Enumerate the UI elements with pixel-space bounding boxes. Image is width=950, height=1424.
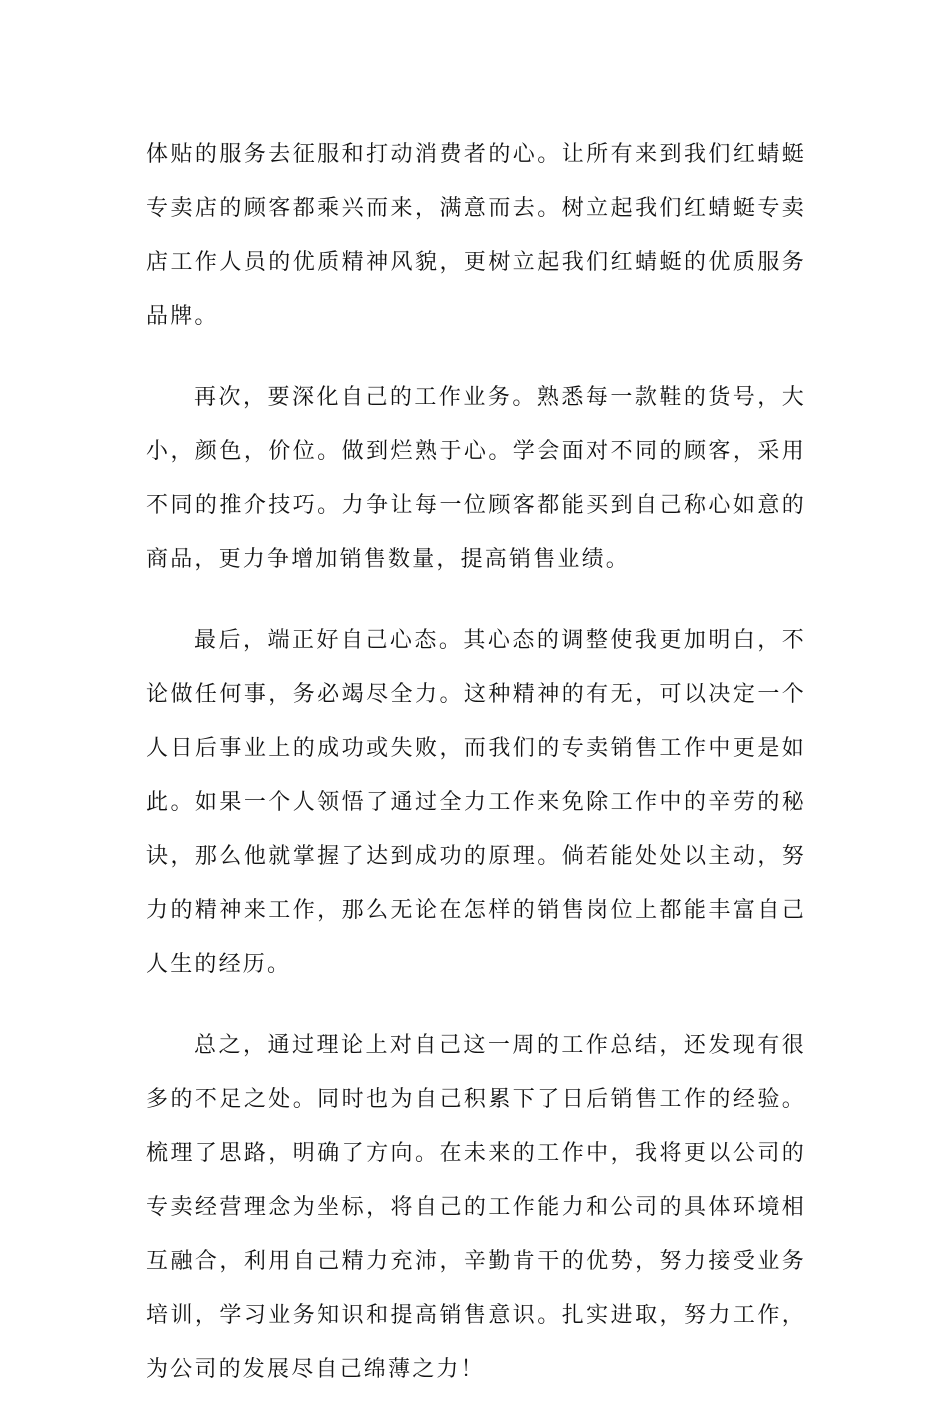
document-body xyxy=(146,128,806,1424)
paragraph-deepen-business: 再次，要深化自己的工作业务。熟悉每一款鞋的货号，大小，颜色，价位。做到烂熟于心。学会面对不同的顾客，采用不同的推介技巧。力争让每一位顾客都能买到自己称心如意的商品，更力争增加销售数量，提高销售业绩。 xyxy=(146,385,806,572)
paragraph-attitude: 最后，端正好自己心态。其心态的调整使我更加明白，不论做任何事，务必竭尽全力。这种精神的有无，可以决定一个人日后事业上的成功或失败，而我们的专卖销售工作中更是如此。如果一个人领悟了通过全力工作来免除工作中的辛劳的秘诀，那么他就掌握了达到成功的原理。倘若能处处以主动，努力的精神来工作，那么无论在怎样的销售岗位上都能丰富自己人生的经历。 xyxy=(146,628,806,977)
paragraph-summary: 总之，通过理论上对自己这一周的工作总结，还发现有很多的不足之处。同时也为自己积累下了日后销售工作的经验。梳理了思路，明确了方向。在未来的工作中，我将更以公司的专卖经营理念为坐标，将自己的工作能力和公司的具体环境相互融合，利用自己精力充沛，辛勤肯干的优势，努力接受业务培训，学习业务知识和提高销售意识。扎实进取，努力工作，为公司的发展尽自己绵薄之力！ xyxy=(146,1033,806,1382)
paragraph-continuation: 体贴的服务去征服和打动消费者的心。让所有来到我们红蜻蜓专卖店的顾客都乘兴而来，满意而去。树立起我们红蜻蜓专卖店工作人员的优质精神风貌，更树立起我们红蜻蜓的优质服务品牌。 xyxy=(146,142,806,329)
